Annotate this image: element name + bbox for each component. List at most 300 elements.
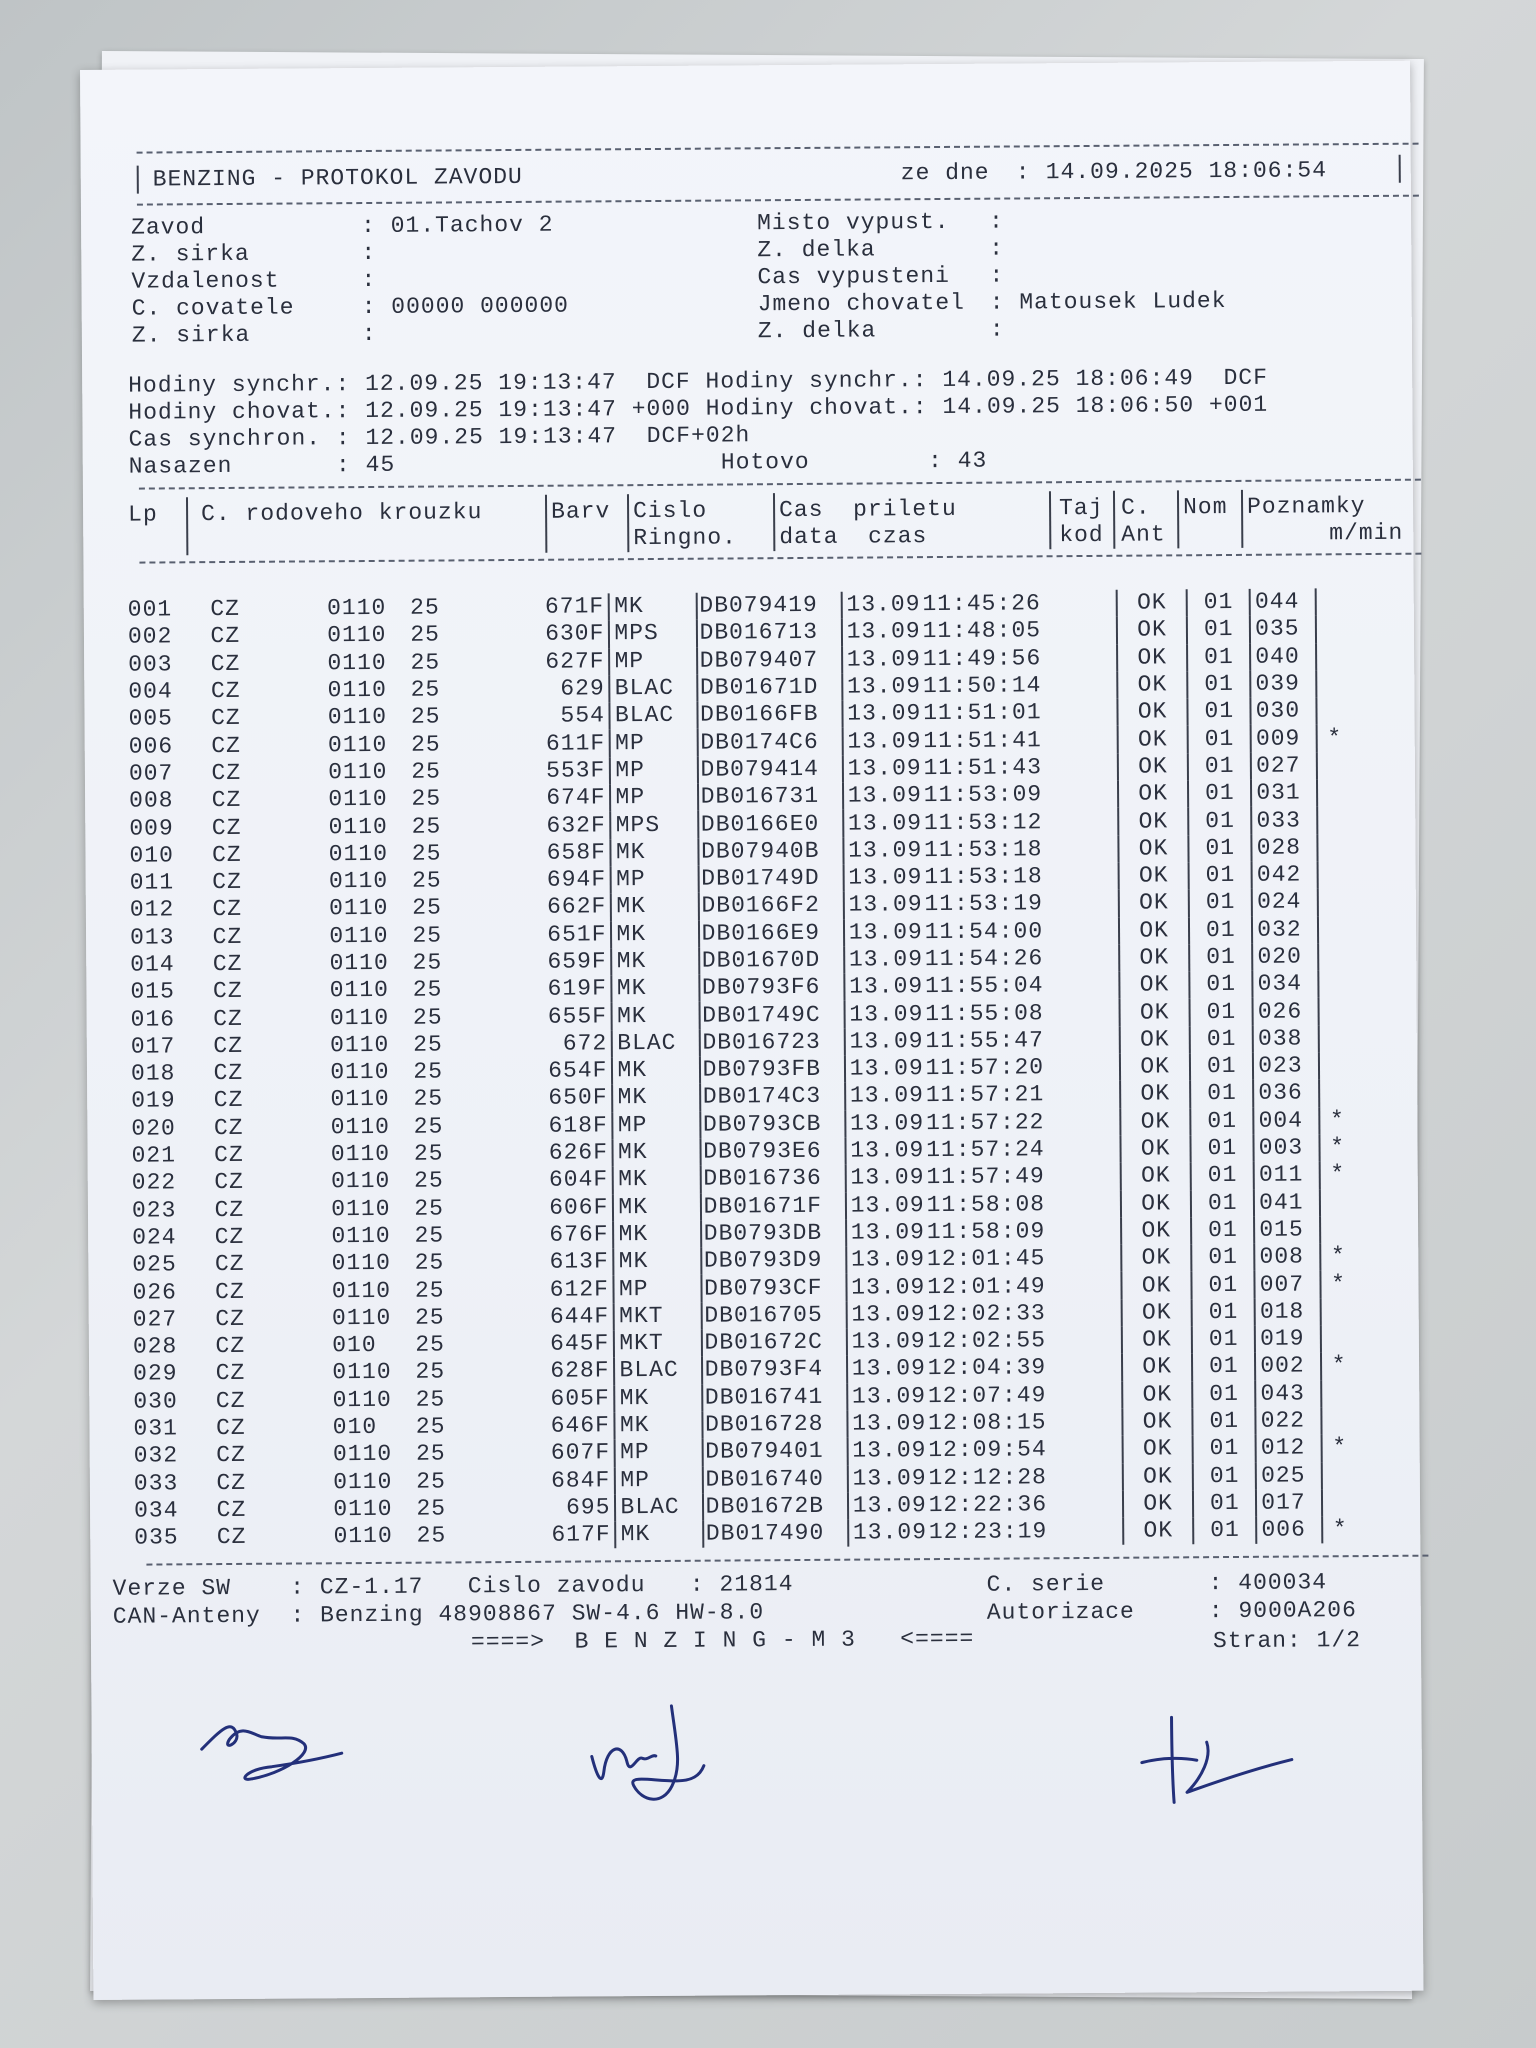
row-antenna: 01: [1192, 1271, 1255, 1299]
row-ring-number: 695: [565, 1494, 611, 1521]
row-ring-number: 605F: [550, 1385, 610, 1412]
row-color: BLAC: [610, 702, 697, 730]
col-notes-2: m/min: [1329, 519, 1404, 547]
row-nom: 007: [1255, 1271, 1321, 1299]
signature-center: [581, 1685, 752, 1816]
col-nom: Nom: [1182, 493, 1228, 521]
col-divider: [1049, 491, 1051, 549]
row-code: 0110: [330, 1140, 391, 1168]
columns-bottom-rule: [139, 553, 1421, 564]
row-chip-number: DB01672C: [701, 1329, 846, 1357]
row-nom: 036: [1253, 1080, 1319, 1108]
results-body: [128, 588, 1421, 1552]
row-arrival-time: 11:58:08: [926, 1190, 1046, 1218]
row-code: 0110: [333, 1468, 393, 1495]
row-nom: 018: [1255, 1298, 1321, 1326]
col-ant-1: C.: [1120, 494, 1151, 521]
row-lp: 012: [129, 896, 175, 924]
row-taj-code: OK: [1121, 1244, 1192, 1272]
col-number-2: Ringno.: [633, 524, 737, 552]
row-code: 0110: [328, 867, 389, 895]
info-label: Cas vypusteni: [757, 262, 950, 291]
row-arrival-date: 13.09: [846, 1192, 927, 1220]
columns-top-rule: [139, 479, 1421, 490]
row-ring-number: 604F: [548, 1166, 609, 1194]
row-color: MK: [612, 1057, 699, 1085]
row-year: 25: [413, 1140, 444, 1167]
row-lp: 033: [133, 1469, 179, 1497]
row-ring-number: 694F: [546, 866, 607, 893]
col-taj-2: kod: [1059, 521, 1104, 549]
col-divider: [186, 497, 188, 555]
row-ring-number: 606F: [549, 1194, 609, 1221]
row-nom: 020: [1252, 943, 1318, 971]
row-nom: 002: [1255, 1353, 1321, 1381]
signature-right: [1121, 1701, 1312, 1812]
protocol-title: BENZING - PROTOKOL ZAVODU: [152, 163, 523, 193]
row-arrival-date: 13.09: [842, 618, 923, 646]
row-taj-code: OK: [1123, 1517, 1194, 1545]
row-arrival-time: 11:57:21: [925, 1081, 1045, 1109]
row-chip-number: DB0793DB: [701, 1220, 846, 1248]
col-color: Barv: [551, 498, 611, 525]
row-year: 25: [414, 1222, 445, 1249]
row-taj-code: OK: [1120, 1081, 1191, 1109]
info-row: [758, 288, 1227, 318]
row-note: [1317, 888, 1416, 916]
row-lp: 027: [132, 1306, 178, 1333]
row-antenna: 01: [1189, 807, 1252, 835]
header-right-bar: [1399, 155, 1401, 183]
row-chip-number: DB0166E0: [698, 810, 843, 838]
row-country: CZ: [211, 841, 242, 868]
row-arrival-date: 13.09: [842, 646, 923, 674]
row-year: 25: [410, 621, 441, 649]
row-arrival-date: 13.09: [844, 946, 925, 974]
row-arrival-time: 11:53:18: [924, 836, 1043, 863]
row-antenna: 01: [1191, 1189, 1254, 1217]
row-note: [1320, 1325, 1419, 1353]
row-color: MP: [610, 756, 697, 784]
row-year: 25: [411, 785, 442, 812]
row-code: 0110: [329, 949, 389, 977]
row-lp: 013: [129, 924, 175, 951]
row-code: 0110: [329, 895, 389, 922]
info-label: Misto vypust.: [756, 208, 950, 237]
header-left-bar: [137, 166, 139, 194]
row-ring-number: 632F: [546, 811, 606, 839]
row-arrival-time: 12:23:19: [928, 1518, 1048, 1546]
row-arrival-time: 11:51:01: [923, 699, 1042, 727]
row-color: MP: [615, 1466, 702, 1494]
row-antenna: 01: [1191, 1135, 1254, 1163]
row-lp: 008: [129, 787, 174, 814]
row-year: 25: [411, 813, 442, 840]
row-ring-number: 613F: [549, 1248, 609, 1276]
row-ring-number: 674F: [546, 784, 606, 811]
row-country: CZ: [215, 1278, 245, 1305]
info-row: Z. sirka :: [131, 239, 391, 268]
row-code: 0110: [329, 922, 389, 949]
col-number-1: Cislo: [633, 497, 708, 525]
row-arrival-date: 13.09: [843, 782, 924, 810]
row-lp: 035: [134, 1524, 179, 1551]
row-lp: 032: [133, 1442, 179, 1470]
row-nom: 022: [1256, 1407, 1322, 1435]
row-year: 25: [412, 922, 443, 949]
row-antenna: 01: [1189, 835, 1252, 863]
row-lp: 026: [132, 1278, 178, 1306]
row-antenna: 01: [1188, 698, 1251, 726]
row-country: CZ: [211, 759, 242, 787]
row-color: MK: [613, 1221, 700, 1249]
row-arrival-date: 13.09: [847, 1355, 928, 1383]
row-lp: 006: [128, 732, 174, 760]
row-chip-number: DB01749D: [698, 865, 843, 893]
row-taj-code: OK: [1119, 917, 1190, 945]
row-arrival-date: 13.09: [842, 728, 923, 756]
row-nom: 006: [1256, 1516, 1322, 1544]
row-antenna: 01: [1191, 1107, 1254, 1135]
row-chip-number: DB01672B: [703, 1492, 848, 1520]
row-color: MP: [610, 729, 697, 757]
info-label: Z. sirka: [131, 240, 250, 268]
col-ant-2: Ant: [1121, 521, 1166, 548]
row-country: CZ: [211, 814, 242, 841]
row-nom: 023: [1253, 1052, 1319, 1080]
row-ring-number: 612F: [549, 1275, 610, 1303]
row-color: BLAC: [612, 1029, 699, 1057]
row-ring-number: 650F: [548, 1084, 608, 1112]
col-notes-1: Poznamky: [1246, 493, 1366, 520]
row-note: [1319, 1052, 1418, 1080]
row-country: CZ: [213, 1087, 244, 1114]
row-antenna: 01: [1187, 589, 1250, 617]
row-year: 25: [414, 1195, 445, 1222]
row-taj-code: OK: [1119, 971, 1190, 999]
row-note: *: [1319, 1106, 1418, 1134]
row-arrival-time: 11:54:26: [924, 945, 1044, 973]
row-taj-code: OK: [1117, 726, 1188, 754]
row-antenna: 01: [1192, 1326, 1255, 1354]
row-chip-number: DB07940B: [698, 837, 843, 865]
row-color: MK: [613, 1166, 700, 1194]
row-chip-number: DB01749C: [699, 1001, 844, 1029]
row-code: 0110: [331, 1195, 391, 1222]
row-arrival-time: 11:55:04: [924, 972, 1044, 1000]
row-arrival-date: 13.09: [845, 1137, 926, 1165]
row-year: 25: [416, 1522, 447, 1549]
row-arrival-date: 13.09: [846, 1219, 927, 1247]
row-note: *: [1320, 1243, 1419, 1271]
row-arrival-time: 12:12:28: [928, 1463, 1048, 1491]
row-taj-code: OK: [1117, 644, 1188, 672]
row-arrival-time: 11:57:24: [926, 1136, 1045, 1164]
row-arrival-date: 13.09: [845, 1055, 926, 1083]
row-code: 0110: [327, 676, 387, 704]
col-divider: [1177, 490, 1179, 548]
row-code: 0110: [332, 1441, 393, 1468]
row-nom: 042: [1252, 861, 1318, 889]
row-color: BLAC: [614, 1357, 701, 1385]
row-color: MK: [615, 1384, 702, 1412]
row-arrival-date: 13.09: [844, 919, 925, 947]
row-arrival-time: 12:22:36: [928, 1491, 1048, 1519]
col-divider: [1113, 491, 1115, 549]
row-ring-number: 630F: [545, 620, 605, 648]
row-country: CZ: [214, 1251, 245, 1278]
row-note: [1318, 1024, 1417, 1052]
row-note: [1317, 861, 1416, 889]
row-note: *: [1316, 724, 1415, 752]
row-arrival-date: 13.09: [847, 1465, 928, 1493]
row-color: MK: [613, 1139, 700, 1167]
row-ring-number: 554: [560, 702, 606, 729]
row-arrival-date: 13.09: [843, 891, 924, 919]
row-color: MKT: [614, 1330, 701, 1358]
row-antenna: 01: [1187, 643, 1250, 671]
footer-line-1: Verze SW : CZ-1.17 Cislo zavodu : 21814: [112, 1571, 794, 1602]
row-color: MK: [611, 920, 698, 948]
row-taj-code: OK: [1116, 589, 1187, 617]
row-ring-number: 645F: [550, 1330, 610, 1357]
row-chip-number: DB0166FB: [697, 701, 842, 729]
row-note: [1318, 997, 1417, 1025]
footer-page: Stran: 1/2: [1212, 1627, 1362, 1655]
col-divider: [1241, 490, 1243, 548]
row-lp: 017: [130, 1033, 176, 1060]
footer-serial: C. serie : 400034: [986, 1569, 1328, 1598]
row-note: [1321, 1379, 1420, 1407]
col-arrival-2: data czas: [779, 523, 928, 551]
row-country: CZ: [216, 1496, 247, 1524]
row-country: CZ: [216, 1442, 246, 1469]
info-row: Z. delka :: [757, 316, 1020, 345]
row-code: 0110: [328, 813, 388, 840]
row-note: [1319, 1188, 1418, 1216]
row-chip-number: DB016728: [702, 1411, 847, 1439]
row-year: 25: [416, 1468, 446, 1495]
row-arrival-date: 13.09: [842, 700, 923, 728]
row-taj-code: OK: [1122, 1435, 1193, 1463]
row-ring-number: 618F: [548, 1112, 608, 1139]
row-antenna: 01: [1193, 1490, 1256, 1518]
row-arrival-date: 13.09: [847, 1437, 928, 1465]
row-lp: 022: [131, 1169, 177, 1197]
row-arrival-date: 13.09: [846, 1301, 927, 1329]
row-year: 25: [413, 1113, 444, 1140]
col-taj-1: Taj: [1058, 494, 1104, 522]
row-code: 0110: [330, 1113, 390, 1141]
row-antenna: 01: [1188, 753, 1251, 781]
row-note: [1320, 1297, 1419, 1325]
row-code: 0110: [333, 1495, 393, 1523]
row-taj-code: OK: [1121, 1299, 1192, 1327]
row-ring-number: 553F: [546, 757, 606, 784]
row-lp: 029: [133, 1360, 178, 1388]
row-nom: 019: [1255, 1325, 1321, 1353]
row-arrival-date: 13.09: [844, 1028, 925, 1056]
row-taj-code: OK: [1123, 1463, 1194, 1491]
row-color: BLAC: [610, 675, 697, 703]
row-year: 25: [414, 1277, 445, 1304]
row-arrival-date: 13.09: [848, 1492, 929, 1520]
row-antenna: 01: [1187, 616, 1250, 644]
row-country: CZ: [214, 1141, 244, 1169]
row-arrival-date: 13.09: [845, 1082, 926, 1110]
row-color: MK: [614, 1248, 701, 1276]
row-ring-number: 626F: [548, 1139, 609, 1166]
row-year: 25: [410, 649, 441, 676]
row-color: MK: [616, 1521, 703, 1549]
row-year: 25: [410, 676, 441, 703]
row-arrival-time: 11:54:00: [924, 918, 1044, 945]
row-taj-code: OK: [1117, 617, 1188, 645]
row-code: 0110: [327, 622, 387, 649]
row-taj-code: OK: [1119, 890, 1190, 918]
row-code: 0110: [331, 1304, 392, 1332]
row-antenna: 01: [1190, 1080, 1253, 1108]
row-note: *: [1320, 1270, 1419, 1298]
row-taj-code: OK: [1123, 1490, 1194, 1518]
row-note: [1316, 697, 1415, 725]
row-note: [1317, 833, 1416, 861]
row-antenna: 01: [1192, 1353, 1255, 1381]
row-antenna: 01: [1188, 780, 1251, 808]
col-divider: [545, 495, 547, 553]
row-nom: 004: [1253, 1107, 1319, 1135]
row-year: 25: [415, 1331, 445, 1358]
row-code: 0110: [328, 840, 389, 868]
row-antenna: 01: [1190, 998, 1253, 1026]
row-note: [1321, 1461, 1420, 1489]
row-code: 0110: [330, 1168, 391, 1195]
row-color: MK: [609, 593, 696, 621]
row-ring-number: 629: [560, 675, 605, 702]
row-arrival-time: 11:53:12: [923, 808, 1043, 836]
sync-line: Hodiny synchr.: 12.09.25 19:13:47 DCF Hodiny synchr.: 14.09.25 18:06:49 DCF: [128, 364, 1269, 399]
info-row: Z. sirka :: [131, 320, 392, 349]
row-ring-number: 684F: [550, 1466, 611, 1494]
row-arrival-date: 13.09: [843, 837, 924, 865]
date-colon: :: [1015, 159, 1031, 186]
row-antenna: 01: [1189, 862, 1252, 890]
row-ring-number: 619F: [547, 975, 607, 1003]
row-arrival-date: 13.09: [843, 864, 924, 892]
row-year: 25: [415, 1386, 446, 1413]
sync-line: Cas synchron. : 12.09.25 19:13:47 DCF+02h: [128, 422, 751, 453]
row-chip-number: DB0174C3: [700, 1083, 845, 1111]
row-country: CZ: [216, 1524, 247, 1551]
row-nom: 015: [1254, 1216, 1320, 1244]
row-antenna: 01: [1193, 1435, 1256, 1463]
row-antenna: 01: [1188, 671, 1251, 699]
row-nom: 034: [1253, 971, 1319, 999]
row-country: CZ: [213, 1060, 244, 1087]
row-ring-number: 659F: [547, 948, 607, 975]
row-chip-number: DB079419: [696, 592, 841, 620]
row-lp: 007: [128, 760, 174, 787]
row-arrival-time: 11:53:09: [923, 781, 1043, 809]
row-lp: 020: [131, 1115, 176, 1142]
row-color: MK: [613, 1084, 700, 1112]
row-note: [1318, 970, 1417, 998]
row-arrival-date: 13.09: [842, 673, 923, 701]
row-code: 0110: [332, 1359, 392, 1386]
row-arrival-time: 12:02:33: [927, 1300, 1046, 1327]
row-country: CZ: [212, 896, 243, 923]
row-arrival-time: 11:51:43: [923, 754, 1043, 782]
row-nom: 040: [1250, 643, 1316, 671]
info-label: C. covatele: [131, 294, 295, 322]
row-lp: 018: [130, 1060, 176, 1087]
row-nom: 044: [1250, 588, 1316, 616]
info-row: Zavod : 01.Tachov 2: [131, 211, 554, 241]
row-nom: 012: [1256, 1435, 1322, 1463]
row-color: MPS: [609, 620, 696, 648]
row-country: CZ: [210, 623, 241, 650]
row-arrival-date: 13.09: [843, 755, 924, 783]
row-note: *: [1322, 1516, 1421, 1544]
row-country: CZ: [216, 1469, 247, 1496]
row-code: 0110: [330, 1086, 390, 1113]
row-lp: 019: [131, 1087, 176, 1115]
protocol-sheet: [80, 61, 1423, 2000]
info-row: Misto vypust. :: [756, 208, 1019, 237]
row-arrival-date: 13.09: [846, 1246, 927, 1274]
row-arrival-date: 13.09: [847, 1383, 928, 1411]
row-color: MP: [613, 1111, 700, 1139]
row-ring-number: 646F: [550, 1412, 610, 1439]
row-ring-number: 627F: [545, 648, 605, 675]
row-code: 0110: [331, 1222, 391, 1250]
row-chip-number: DB0793CF: [701, 1274, 846, 1302]
row-arrival-time: 11:57:20: [925, 1054, 1045, 1082]
row-nom: 043: [1255, 1380, 1321, 1408]
row-code: 0110: [329, 977, 390, 1004]
row-chip-number: DB016740: [702, 1465, 847, 1493]
info-value: Matousek Ludek: [1019, 288, 1227, 316]
row-taj-code: OK: [1119, 999, 1190, 1027]
row-lp: 030: [133, 1388, 178, 1415]
row-note: [1318, 915, 1417, 943]
row-taj-code: OK: [1120, 1135, 1191, 1163]
sync-line: Nasazen : 45 Hotovo : 43: [128, 447, 988, 480]
row-country: CZ: [214, 1223, 245, 1251]
row-year: 25: [410, 703, 441, 731]
row-taj-code: OK: [1121, 1190, 1192, 1218]
row-year: 25: [413, 1031, 443, 1058]
row-nom: 039: [1250, 670, 1316, 698]
row-country: CZ: [212, 868, 242, 896]
row-antenna: 01: [1194, 1517, 1257, 1545]
row-lp: 010: [129, 842, 174, 869]
row-chip-number: DB016705: [701, 1301, 846, 1329]
info-colon-tight: :: [989, 289, 1005, 316]
footer-auth: Autorizace : 9000A206: [986, 1597, 1357, 1626]
row-ring-number: 671F: [544, 593, 605, 620]
row-color: MP: [609, 647, 696, 675]
info-label: Z. sirka: [131, 321, 251, 349]
row-taj-code: OK: [1117, 671, 1188, 699]
row-taj-code: OK: [1122, 1326, 1193, 1354]
row-country: CZ: [212, 923, 243, 950]
row-arrival-time: 11:51:41: [923, 726, 1042, 754]
row-nom: 028: [1252, 834, 1318, 862]
row-antenna: 01: [1193, 1462, 1256, 1490]
row-antenna: 01: [1190, 1026, 1253, 1054]
header-bottom-rule: [137, 195, 1419, 206]
